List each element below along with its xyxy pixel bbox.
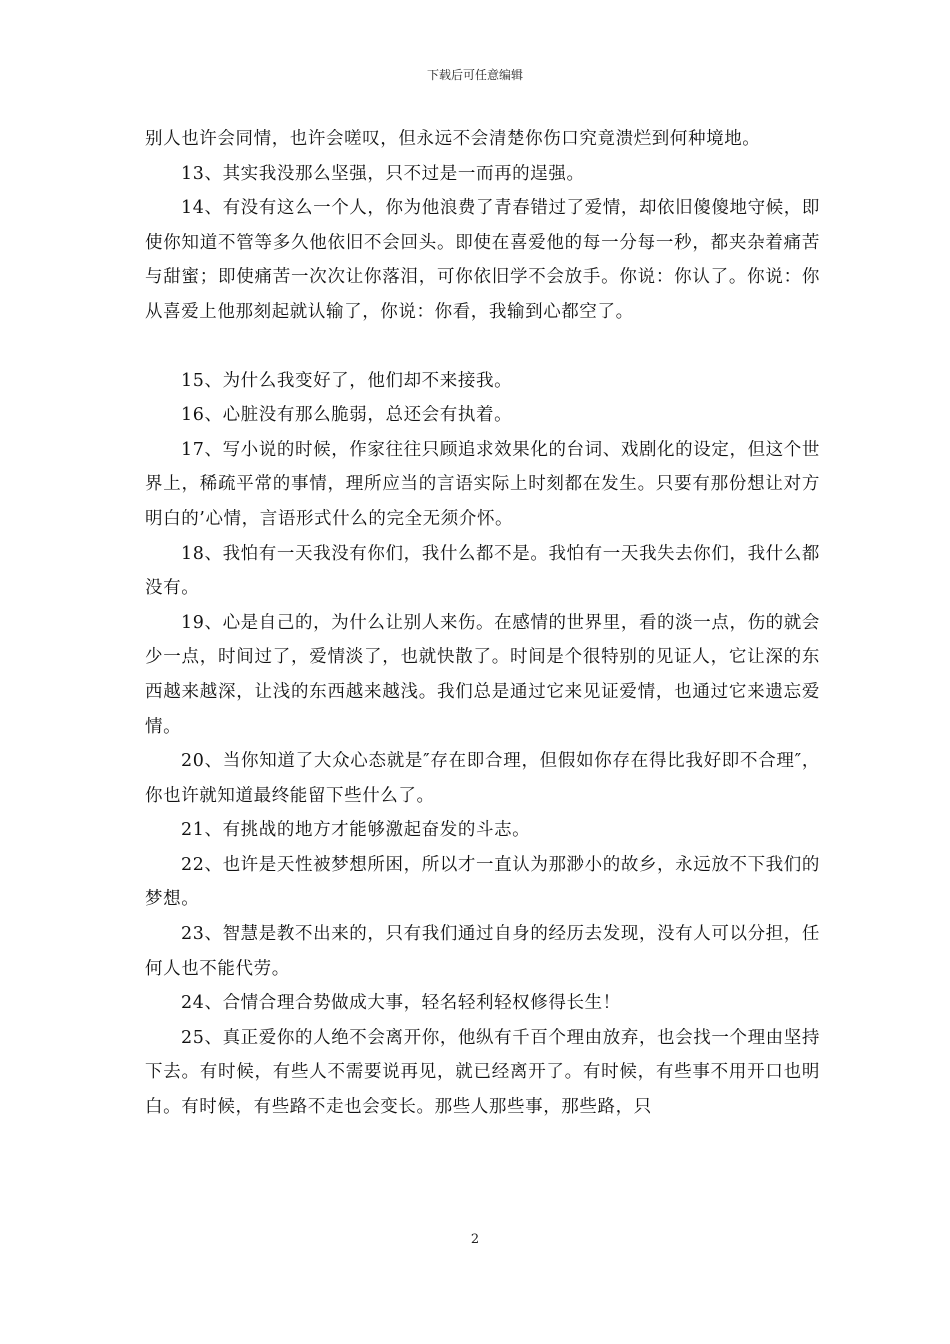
paragraph-22: 22、也许是天性被梦想所困，所以才一直认为那渺小的故乡，永远放不下我们的梦想。 — [145, 854, 820, 910]
paragraph-18: 18、我怕有一天我没有你们，我什么都不是。我怕有一天我失去你们，我什么都没有。 — [145, 543, 820, 599]
paragraph-23: 23、智慧是教不出来的，只有我们通过自身的经历去发现，没有人可以分担，任何人也不能代劳。 — [145, 924, 820, 979]
paragraph-13: 13、其实我没那么坚强，只不过是一而再的逞强。 — [181, 163, 585, 184]
paragraph-24: 24、合情合理合势做成大事，轻名轻利轻权修得长生！ — [181, 993, 621, 1014]
paragraph-14: 14、有没有这么一个人，你为他浪费了青春错过了爱情，却依旧傻傻地守候，即使你知道不管等多久他依旧不会回头。即使在喜爱他的每一分每一秒，都夹杂着痛苦与甜蜜；即使痛苦一次次让你落泪，可你依旧学不会放手。你说：你认了。你说：你从喜爱上他那刻起就认输了，你说：你看，我输到心都空了。 — [145, 198, 820, 322]
paragraph-16: 16、心脏没有那么脆弱，总还会有执着。 — [181, 405, 513, 426]
page-header: 下载后可任意编辑 — [426, 68, 523, 82]
paragraph-19: 19、心是自己的，为什么让别人来伤。在感情的世界里，看的淡一点，伤的就会少一点，时间过了，爱情淡了，也就快散了。时间是个很特别的见证人，它让深的东西越来越深，让浅的东西越来越浅。我们总是通过它来见证爱情，也通过它来遗忘爱情。 — [145, 612, 820, 737]
paragraph-25: 25、真正爱你的人绝不会离开你，他纵有千百个理由放弃，也会找一个理由坚持下去。有时候，有些人不需要说再见，就已经离开了。有时候，有些事不用开口也明白。有时候，有些路不走也会变长。那些人那些事，那些路，只 — [145, 1027, 820, 1118]
page-number: 2 — [470, 1232, 480, 1247]
paragraph-21: 21、有挑战的地方才能够激起奋发的斗志。 — [181, 820, 531, 841]
paragraph-17: 17、写小说的时候，作家往往只顾追求效果化的台词、戏剧化的设定，但这个世界上，稀疏平常的事情，理所应当的言语实际上时刻都在发生。只要有那份想让对方明白的’心情，言语形式什么的完全无须介怀。 — [145, 439, 820, 529]
document-body — [145, 122, 820, 1125]
paragraph-15: 15、为什么我变好了，他们却不来接我。 — [181, 370, 513, 391]
paragraph-continuation: 别人也许会同情，也许会嗟叹，但永远不会清楚你伤口究竟溃烂到何种境地。 — [145, 129, 761, 149]
paragraph-20: 20、当你知道了大众心态就是″存在即合理，但假如你存在得比我好即不合理″，你也许就知道最终能留下些什么了。 — [145, 751, 820, 806]
